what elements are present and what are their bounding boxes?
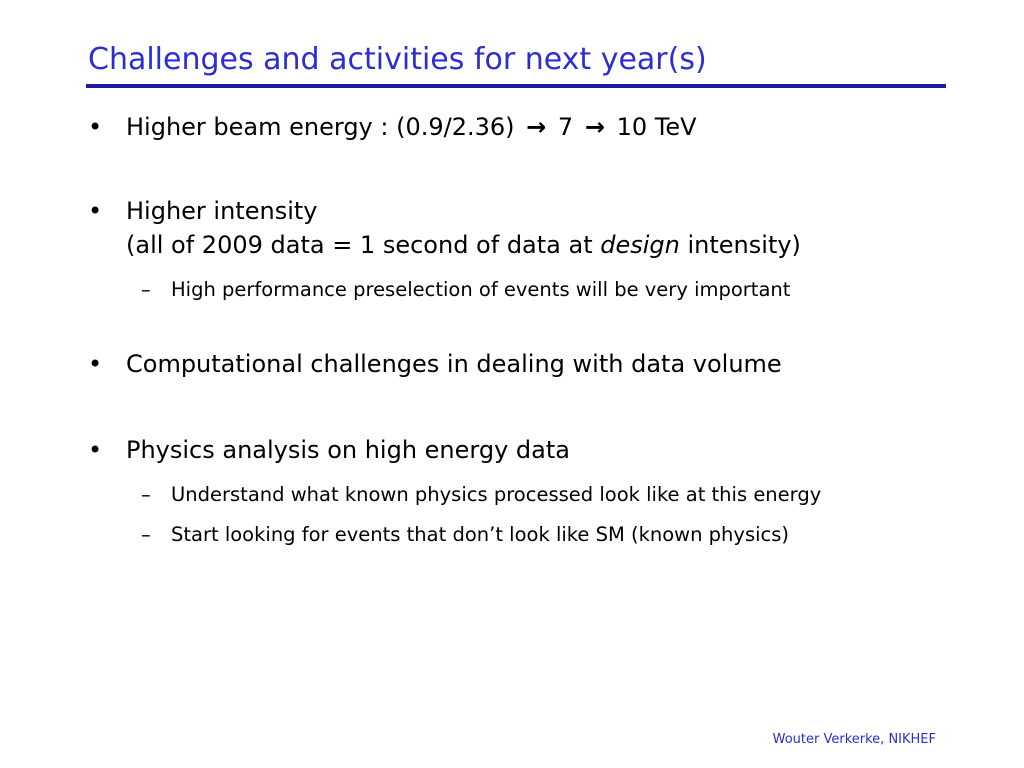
bullet-marker: •: [88, 350, 103, 378]
slide-title: Challenges and activities for next year(s): [88, 42, 707, 77]
bullet-text: Higher intensity: [126, 197, 318, 225]
sub-bullet-text: High performance preselection of events will be very important: [171, 278, 791, 301]
bullet-text-part: (all of 2009 data = 1 second of data at: [126, 231, 601, 259]
bullet-marker: •: [88, 197, 103, 225]
bullet-text-part: 7: [557, 113, 574, 141]
sub-bullet-text: Understand what known physics processed look like at this energy: [171, 483, 822, 506]
bullet-text-part: 10 TeV: [616, 113, 697, 141]
bullet-text-part: Higher beam energy : (0.9/2.36): [126, 113, 515, 141]
bullet-text: Computational challenges in dealing with data volume: [126, 350, 782, 378]
bullet-text-emphasis: design: [600, 231, 680, 259]
footer-author: Wouter Verkerke, NIKHEF: [772, 732, 936, 747]
sub-bullet-marker: –: [141, 483, 151, 506]
sub-bullet-marker: –: [141, 278, 151, 301]
bullet-text: [126, 229, 801, 261]
sub-bullet-text: Start looking for events that don’t look like SM (known physics): [171, 523, 790, 546]
bullet-text-part: intensity): [679, 231, 801, 259]
right-arrow-icon: →: [526, 113, 547, 141]
right-arrow-icon: →: [584, 113, 605, 141]
bullet-marker: •: [88, 113, 103, 141]
bullet-text: Physics analysis on high energy data: [126, 436, 570, 464]
bullet-marker: •: [88, 436, 103, 464]
sub-bullet-marker: –: [141, 523, 151, 546]
bullet-text: [126, 111, 697, 143]
